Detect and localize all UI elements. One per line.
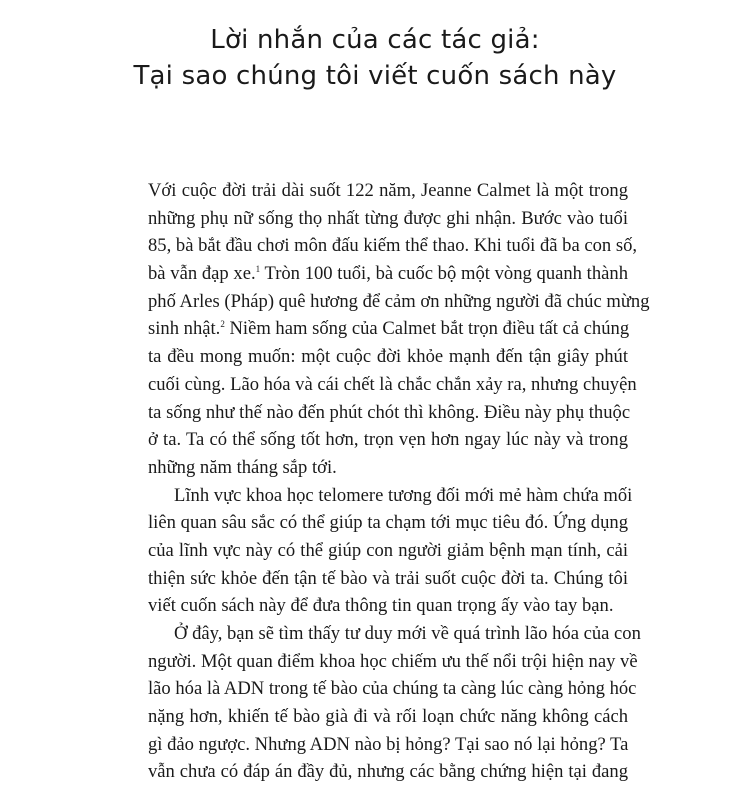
text-line: phố Arles (Pháp) quê hương để cảm ơn những người đã chúc mừng (148, 290, 650, 312)
text-line: của lĩnh vực này có thể giúp con người giảm bệnh mạn tính, cải (148, 539, 628, 561)
text-line: gì đảo ngược. Nhưng ADN nào bị hỏng? Tại sao nó lại hỏng? Ta (148, 733, 629, 755)
text-line: nặng hơn, khiến tế bào già đi và rối loạn chức năng không cách (148, 706, 628, 728)
text-line: người. Một quan điểm khoa học chiếm ưu thế nổi trội hiện nay về (148, 650, 638, 672)
text-line: ta sống như thế nào đến phút chót thì không. Điều này phụ thuộc (148, 401, 631, 423)
text-fragment: Tròn 100 tuổi, bà cuốc bộ một vòng quanh thành (264, 263, 628, 285)
text-line: viết cuốn sách này để đưa thông tin quan trọng ấy vào tay bạn. (148, 595, 614, 617)
text-line: thiện sức khỏe đến tận tế bào và trải suốt cuộc đời ta. Chúng tôi (148, 567, 628, 589)
text-fragment: Niềm ham sống của Calmet bắt trọn điều tất cả chúng (229, 318, 630, 340)
text-line: ở ta. Ta có thể sống tốt hơn, trọn vẹn hơn ngay lúc này và trong (148, 429, 628, 451)
text-line: Lĩnh vực khoa học telomere tương đối mới mẻ hàm chứa mối (174, 484, 633, 506)
text-line: liên quan sâu sắc có thể giúp ta chạm tới mục tiêu đó. Ứng dụng (148, 512, 628, 534)
text-line: những phụ nữ sống thọ nhất từng được ghi nhận. Bước vào tuổi (148, 207, 628, 229)
chapter-title-line-2: Tại sao chúng tôi viết cuốn sách này (133, 61, 617, 91)
text-line: vẫn chưa có đáp án đầy đủ, nhưng các bằng chứng hiện tại đang (148, 761, 628, 783)
text-line-with-footnote (148, 260, 628, 288)
text-line: Ở đây, bạn sẽ tìm thấy tư duy mới về quá trình lão hóa của con (174, 623, 641, 644)
text-fragment: sinh nhật. (148, 318, 221, 340)
text-line: những năm tháng sắp tới. (148, 456, 337, 478)
text-line-with-footnote (148, 315, 628, 343)
text-line: Với cuộc đời trải dài suốt 122 năm, Jeanne Calmet là một trong (148, 180, 628, 201)
chapter-title-line-1: Lời nhắn của các tác giả: (210, 25, 540, 55)
footnote-marker: 2 (220, 319, 225, 330)
text-line: lão hóa là ADN trong tế bào của chúng ta càng lúc càng hỏng hóc (148, 678, 637, 700)
text-fragment: bà vẫn đạp xe. (148, 263, 256, 285)
footnote-marker: 1 (255, 263, 261, 274)
text-line: ta đều mong muốn: một cuộc đời khỏe mạnh đến tận giây phút (148, 346, 628, 368)
body-text (148, 177, 650, 786)
text-line: 85, bà bắt đầu chơi môn đấu kiếm thể thao. Khi tuổi đã ba con số, (148, 235, 638, 257)
text-line: cuối cùng. Lão hóa và cái chết là chắc chắn xảy ra, nhưng chuyện (148, 373, 637, 395)
